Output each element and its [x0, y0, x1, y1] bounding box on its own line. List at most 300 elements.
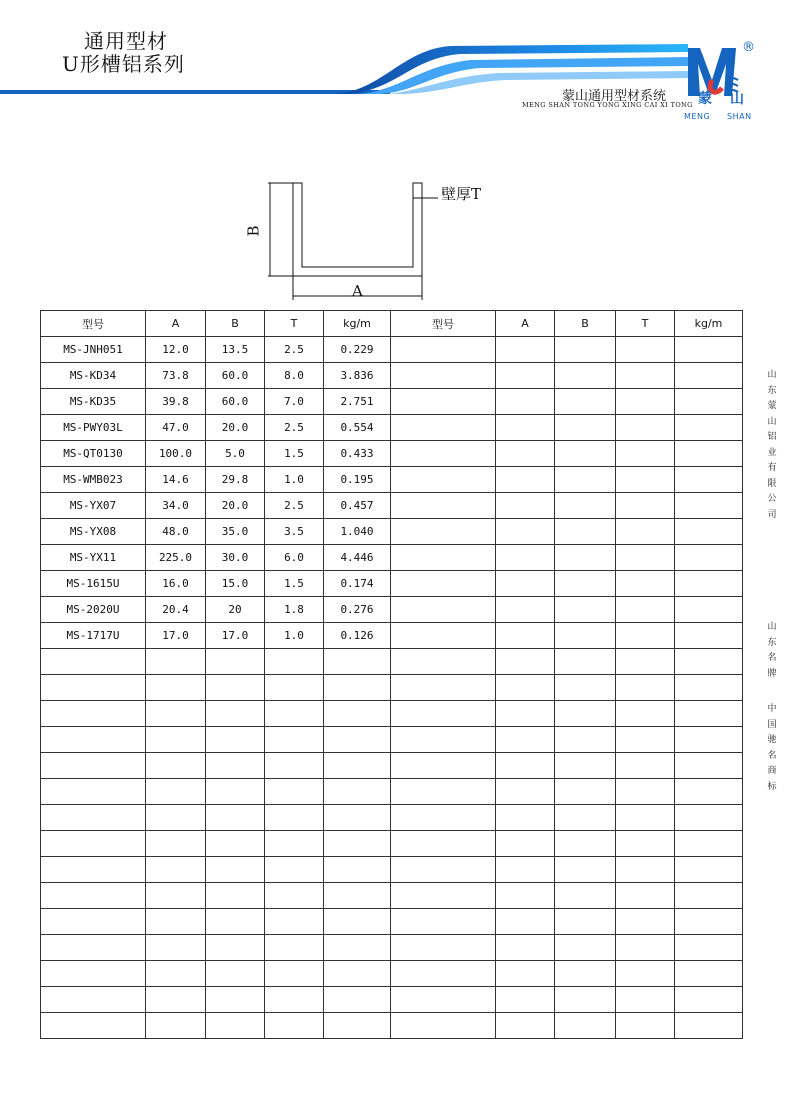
- table-cell: [391, 753, 496, 779]
- table-cell: 20: [206, 597, 265, 623]
- table-cell: [146, 857, 206, 883]
- table-cell: 20.0: [206, 415, 265, 441]
- dimension-label-b: B: [244, 225, 263, 237]
- table-cell: [616, 389, 675, 415]
- table-row: [41, 493, 743, 519]
- table-cell: [555, 623, 616, 649]
- table-cell: [616, 727, 675, 753]
- table-row: [41, 1013, 743, 1039]
- table-row: [41, 441, 743, 467]
- table-cell: [324, 675, 391, 701]
- table-cell: [41, 987, 146, 1013]
- table-cell: [265, 831, 324, 857]
- table-cell: [496, 727, 555, 753]
- table-cell: [555, 337, 616, 363]
- table-cell: [675, 857, 743, 883]
- header-b: B: [206, 311, 265, 337]
- table-cell: [265, 805, 324, 831]
- table-cell: [496, 597, 555, 623]
- table-cell: [675, 337, 743, 363]
- header-t-2: T: [616, 311, 675, 337]
- logo-cn-right: 山: [730, 91, 744, 107]
- table-cell: [206, 1013, 265, 1039]
- table-cell: [555, 363, 616, 389]
- table-row: [41, 623, 743, 649]
- table-cell: 15.0: [206, 571, 265, 597]
- table-cell: MS-JNH051: [41, 337, 146, 363]
- table-row: [41, 337, 743, 363]
- table-cell: 29.8: [206, 467, 265, 493]
- table-cell: [265, 883, 324, 909]
- table-cell: 2.5: [265, 415, 324, 441]
- table-cell: [616, 883, 675, 909]
- table-cell: [206, 675, 265, 701]
- table-cell: [555, 779, 616, 805]
- header-a-2: A: [496, 311, 555, 337]
- table-cell: [555, 909, 616, 935]
- table-cell: MS-QT0130: [41, 441, 146, 467]
- table-row: [41, 545, 743, 571]
- table-cell: [555, 935, 616, 961]
- table-cell: [391, 545, 496, 571]
- table-cell: [206, 831, 265, 857]
- table-cell: 60.0: [206, 389, 265, 415]
- table-cell: [324, 805, 391, 831]
- table-cell: [675, 701, 743, 727]
- table-row: [41, 883, 743, 909]
- table-cell: [41, 779, 146, 805]
- table-cell: 1.0: [265, 467, 324, 493]
- table-cell: [555, 415, 616, 441]
- table-cell: 100.0: [146, 441, 206, 467]
- header-b-2: B: [555, 311, 616, 337]
- table-cell: 1.040: [324, 519, 391, 545]
- table-cell: [675, 623, 743, 649]
- table-cell: [265, 727, 324, 753]
- table-cell: [675, 649, 743, 675]
- table-cell: 17.0: [146, 623, 206, 649]
- table-cell: 5.0: [206, 441, 265, 467]
- table-cell: MS-PWY03L: [41, 415, 146, 441]
- table-cell: 39.8: [146, 389, 206, 415]
- table-cell: [496, 545, 555, 571]
- table-cell: [146, 831, 206, 857]
- table-cell: [555, 883, 616, 909]
- table-cell: 2.5: [265, 493, 324, 519]
- table-cell: [496, 467, 555, 493]
- table-cell: [496, 1013, 555, 1039]
- table-cell: [391, 389, 496, 415]
- table-cell: [146, 1013, 206, 1039]
- table-cell: 20.0: [206, 493, 265, 519]
- table-cell: 0.457: [324, 493, 391, 519]
- table-cell: [675, 363, 743, 389]
- logo-text-right: SHAN: [727, 112, 752, 121]
- table-cell: [616, 1013, 675, 1039]
- table-row: [41, 857, 743, 883]
- table-row: [41, 961, 743, 987]
- table-row: [41, 415, 743, 441]
- table-cell: 60.0: [206, 363, 265, 389]
- table-row: [41, 727, 743, 753]
- table-cell: [616, 805, 675, 831]
- table-cell: [206, 883, 265, 909]
- table-cell: 225.0: [146, 545, 206, 571]
- table-cell: [391, 467, 496, 493]
- table-cell: [391, 935, 496, 961]
- table-cell: [616, 493, 675, 519]
- table-cell: [41, 909, 146, 935]
- table-cell: [616, 415, 675, 441]
- table-cell: [496, 519, 555, 545]
- side-brand-shandong: 山东名牌: [767, 622, 777, 679]
- table-cell: [616, 987, 675, 1013]
- table-cell: [555, 961, 616, 987]
- table-cell: [324, 649, 391, 675]
- table-cell: [391, 779, 496, 805]
- spec-table: [40, 310, 743, 1039]
- table-cell: [324, 753, 391, 779]
- table-cell: [496, 753, 555, 779]
- table-cell: [616, 935, 675, 961]
- table-cell: [146, 779, 206, 805]
- table-cell: [675, 389, 743, 415]
- table-cell: [41, 753, 146, 779]
- table-cell: MS-WMB023: [41, 467, 146, 493]
- table-cell: [496, 649, 555, 675]
- table-cell: [391, 597, 496, 623]
- table-cell: [555, 727, 616, 753]
- table-cell: MS-1717U: [41, 623, 146, 649]
- table-cell: [146, 649, 206, 675]
- table-cell: [675, 493, 743, 519]
- table-cell: [146, 909, 206, 935]
- table-cell: MS-KD34: [41, 363, 146, 389]
- table-cell: MS-YX11: [41, 545, 146, 571]
- table-cell: [616, 779, 675, 805]
- table-cell: [555, 857, 616, 883]
- table-cell: [616, 909, 675, 935]
- table-cell: [265, 675, 324, 701]
- table-cell: [391, 675, 496, 701]
- logo-text-left: MENG: [684, 112, 711, 121]
- table-cell: [324, 831, 391, 857]
- page-title-line2: U形槽铝系列: [62, 52, 185, 76]
- table-cell: [146, 753, 206, 779]
- dimension-label-t: 壁厚T: [441, 185, 482, 203]
- table-cell: [41, 649, 146, 675]
- table-cell: MS-2020U: [41, 597, 146, 623]
- table-cell: [555, 649, 616, 675]
- table-cell: [675, 831, 743, 857]
- table-cell: [555, 1013, 616, 1039]
- table-row: [41, 987, 743, 1013]
- table-cell: [555, 441, 616, 467]
- table-cell: [496, 675, 555, 701]
- table-cell: [324, 1013, 391, 1039]
- table-cell: [146, 675, 206, 701]
- table-cell: 13.5: [206, 337, 265, 363]
- table-cell: 1.8: [265, 597, 324, 623]
- table-cell: 1.5: [265, 441, 324, 467]
- table-cell: 1.0: [265, 623, 324, 649]
- table-cell: [391, 441, 496, 467]
- table-cell: [616, 597, 675, 623]
- table-cell: [206, 961, 265, 987]
- header-a: A: [146, 311, 206, 337]
- table-cell: [496, 337, 555, 363]
- table-cell: [391, 1013, 496, 1039]
- table-cell: [496, 415, 555, 441]
- table-cell: [555, 467, 616, 493]
- table-cell: [555, 571, 616, 597]
- table-cell: [675, 1013, 743, 1039]
- table-row: [41, 467, 743, 493]
- side-brand-china: 中国驰名商标: [767, 704, 777, 792]
- table-cell: [41, 701, 146, 727]
- table-cell: [41, 961, 146, 987]
- table-row: [41, 779, 743, 805]
- table-header-row: [41, 311, 743, 337]
- table-cell: MS-1615U: [41, 571, 146, 597]
- table-cell: [146, 987, 206, 1013]
- table-cell: [206, 857, 265, 883]
- table-cell: [675, 961, 743, 987]
- table-cell: [616, 857, 675, 883]
- header-kgm-2: kg/m: [675, 311, 743, 337]
- logo-cn-left: 蒙: [698, 91, 712, 107]
- table-cell: [496, 987, 555, 1013]
- table-cell: 20.4: [146, 597, 206, 623]
- table-cell: [391, 857, 496, 883]
- table-row: [41, 649, 743, 675]
- table-row: [41, 753, 743, 779]
- table-cell: [324, 883, 391, 909]
- table-cell: [146, 701, 206, 727]
- table-cell: 0.554: [324, 415, 391, 441]
- table-cell: 16.0: [146, 571, 206, 597]
- table-cell: 0.126: [324, 623, 391, 649]
- table-cell: [616, 519, 675, 545]
- table-cell: 47.0: [146, 415, 206, 441]
- table-cell: [206, 701, 265, 727]
- table-cell: [391, 909, 496, 935]
- table-cell: 0.174: [324, 571, 391, 597]
- table-cell: 8.0: [265, 363, 324, 389]
- table-cell: [324, 935, 391, 961]
- table-cell: [616, 675, 675, 701]
- table-cell: [496, 701, 555, 727]
- header-t: T: [265, 311, 324, 337]
- table-cell: [675, 805, 743, 831]
- table-cell: [675, 727, 743, 753]
- table-cell: [391, 831, 496, 857]
- table-cell: [555, 987, 616, 1013]
- table-cell: [675, 935, 743, 961]
- table-cell: MS-KD35: [41, 389, 146, 415]
- table-cell: [555, 519, 616, 545]
- table-cell: [616, 571, 675, 597]
- table-cell: [496, 493, 555, 519]
- table-row: [41, 519, 743, 545]
- table-cell: [146, 961, 206, 987]
- table-cell: [146, 727, 206, 753]
- table-cell: 2.751: [324, 389, 391, 415]
- table-cell: [206, 779, 265, 805]
- table-cell: [206, 805, 265, 831]
- table-cell: [324, 779, 391, 805]
- table-cell: [675, 675, 743, 701]
- table-row: [41, 675, 743, 701]
- table-cell: MS-YX08: [41, 519, 146, 545]
- table-cell: [324, 727, 391, 753]
- table-cell: [675, 753, 743, 779]
- brand-pinyin: MENG SHAN TONG YONG XING CAI XI TONG: [522, 101, 693, 109]
- table-cell: 73.8: [146, 363, 206, 389]
- table-cell: [675, 909, 743, 935]
- table-cell: [391, 415, 496, 441]
- table-cell: [675, 441, 743, 467]
- table-cell: [41, 675, 146, 701]
- table-cell: [391, 805, 496, 831]
- table-row: [41, 571, 743, 597]
- table-cell: [675, 597, 743, 623]
- table-cell: 34.0: [146, 493, 206, 519]
- table-cell: 17.0: [206, 623, 265, 649]
- table-cell: [675, 779, 743, 805]
- table-row: [41, 831, 743, 857]
- table-row: [41, 389, 743, 415]
- table-cell: [616, 753, 675, 779]
- header-model-2: 型号: [391, 311, 496, 337]
- table-cell: [616, 623, 675, 649]
- table-cell: [496, 961, 555, 987]
- page-title-line1: 通用型材: [84, 29, 168, 53]
- table-cell: 1.5: [265, 571, 324, 597]
- table-cell: [206, 727, 265, 753]
- table-cell: [496, 805, 555, 831]
- table-cell: [675, 987, 743, 1013]
- table-cell: [324, 909, 391, 935]
- table-cell: [324, 961, 391, 987]
- table-cell: [555, 701, 616, 727]
- table-cell: [496, 909, 555, 935]
- table-cell: 0.229: [324, 337, 391, 363]
- table-cell: 48.0: [146, 519, 206, 545]
- table-cell: [555, 545, 616, 571]
- table-cell: [675, 519, 743, 545]
- table-cell: [555, 831, 616, 857]
- dimension-label-a: A: [352, 282, 363, 300]
- table-cell: [324, 857, 391, 883]
- table-cell: [555, 805, 616, 831]
- table-cell: 3.836: [324, 363, 391, 389]
- table-cell: [391, 701, 496, 727]
- table-cell: MS-YX07: [41, 493, 146, 519]
- table-cell: [496, 623, 555, 649]
- table-cell: [616, 961, 675, 987]
- table-cell: [391, 727, 496, 753]
- side-company-name: 山东蒙山铝业有限公司: [767, 370, 777, 520]
- table-cell: [146, 805, 206, 831]
- table-cell: [391, 961, 496, 987]
- table-cell: [391, 649, 496, 675]
- table-cell: [391, 493, 496, 519]
- table-cell: [675, 467, 743, 493]
- table-cell: [675, 571, 743, 597]
- table-cell: 6.0: [265, 545, 324, 571]
- table-cell: [391, 519, 496, 545]
- table-cell: [391, 571, 496, 597]
- table-cell: [496, 779, 555, 805]
- table-cell: [391, 883, 496, 909]
- table-row: [41, 935, 743, 961]
- table-cell: [496, 883, 555, 909]
- table-cell: [616, 337, 675, 363]
- table-cell: [555, 675, 616, 701]
- registered-mark: ®: [742, 40, 755, 55]
- table-cell: [496, 857, 555, 883]
- table-cell: [496, 935, 555, 961]
- table-cell: [675, 415, 743, 441]
- table-cell: [206, 909, 265, 935]
- table-cell: [206, 987, 265, 1013]
- table-cell: [496, 389, 555, 415]
- table-cell: [391, 623, 496, 649]
- table-cell: [675, 545, 743, 571]
- table-cell: [146, 883, 206, 909]
- table-cell: [555, 389, 616, 415]
- table-cell: 12.0: [146, 337, 206, 363]
- table-cell: [391, 337, 496, 363]
- table-cell: 3.5: [265, 519, 324, 545]
- table-cell: [616, 545, 675, 571]
- table-cell: [265, 909, 324, 935]
- table-cell: 0.195: [324, 467, 391, 493]
- table-row: [41, 909, 743, 935]
- table-cell: [206, 649, 265, 675]
- table-cell: [496, 571, 555, 597]
- table-cell: [391, 987, 496, 1013]
- table-cell: [265, 961, 324, 987]
- table-cell: 0.276: [324, 597, 391, 623]
- table-cell: 14.6: [146, 467, 206, 493]
- table-cell: [265, 779, 324, 805]
- table-cell: [675, 883, 743, 909]
- table-cell: [41, 857, 146, 883]
- table-cell: [616, 441, 675, 467]
- table-cell: 0.433: [324, 441, 391, 467]
- table-cell: [324, 987, 391, 1013]
- table-cell: [265, 701, 324, 727]
- table-cell: [555, 597, 616, 623]
- table-row: [41, 597, 743, 623]
- table-cell: [41, 805, 146, 831]
- table-cell: 30.0: [206, 545, 265, 571]
- table-cell: [496, 831, 555, 857]
- table-cell: 7.0: [265, 389, 324, 415]
- table-cell: [616, 467, 675, 493]
- u-channel-profile-diagram: [248, 175, 448, 305]
- brand-chinese-name: 蒙山通用型材系统: [562, 89, 667, 104]
- header-model: 型号: [41, 311, 146, 337]
- table-cell: [616, 363, 675, 389]
- table-cell: [41, 935, 146, 961]
- table-cell: 35.0: [206, 519, 265, 545]
- table-cell: 2.5: [265, 337, 324, 363]
- table-cell: [555, 493, 616, 519]
- table-cell: [265, 857, 324, 883]
